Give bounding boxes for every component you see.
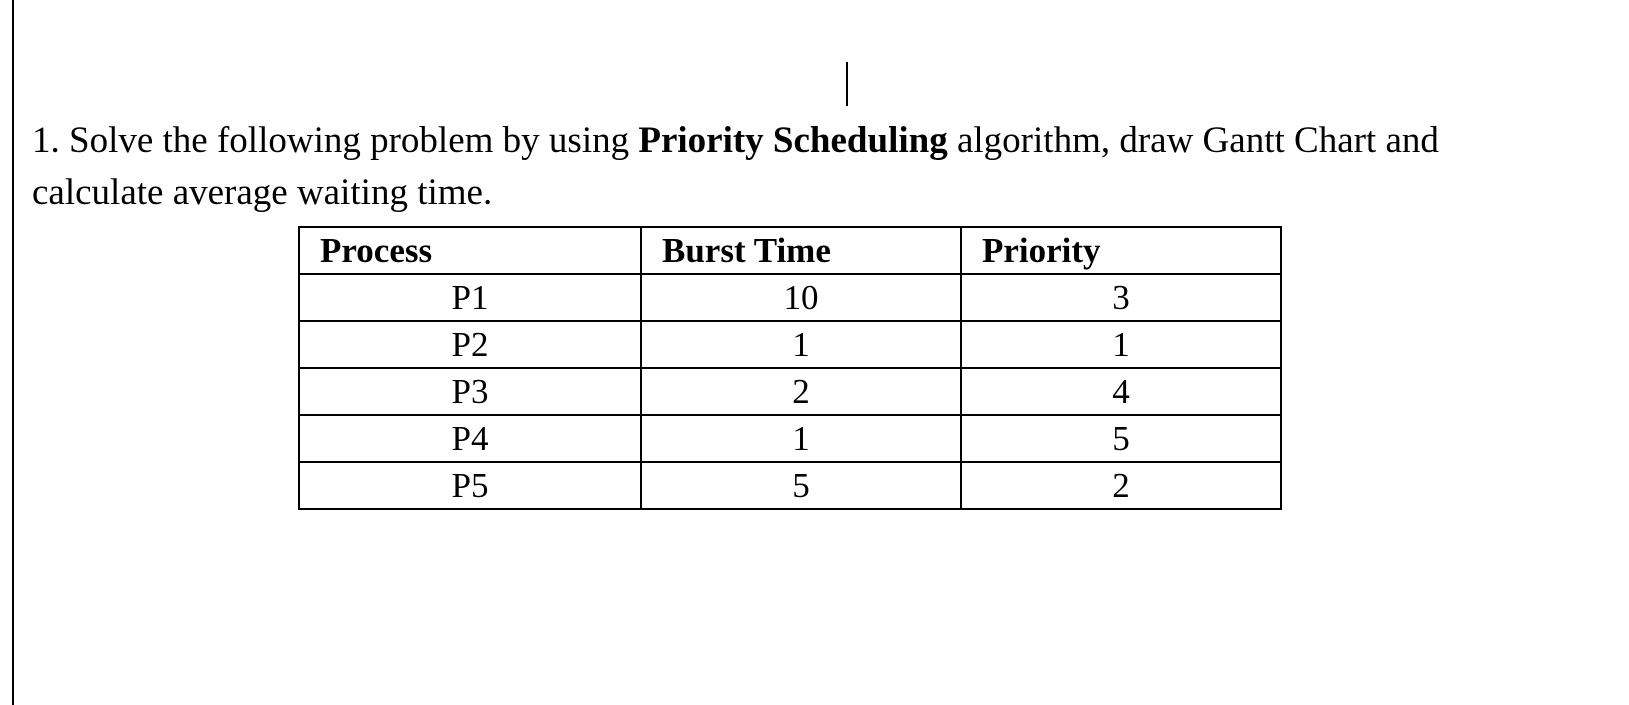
cell-priority: 2	[961, 462, 1281, 509]
table-row	[299, 274, 1281, 321]
cell-process: P2	[299, 321, 641, 368]
question-line-1	[32, 115, 1612, 167]
cell-priority: 5	[961, 415, 1281, 462]
header-process: Process	[299, 227, 641, 274]
cell-process: P3	[299, 368, 641, 415]
question-line-2: calculate average waiting time.	[32, 172, 493, 213]
table-header-row	[299, 227, 1281, 274]
header-burst-time: Burst Time	[641, 227, 961, 274]
question-text	[32, 115, 1612, 219]
text-cursor	[846, 62, 848, 106]
process-table	[298, 226, 1282, 510]
question-prefix: 1. Solve the following problem by using	[32, 120, 639, 161]
cell-priority: 4	[961, 368, 1281, 415]
cell-burst-time: 10	[641, 274, 961, 321]
table-row	[299, 462, 1281, 509]
question-suffix: algorithm, draw Gantt Chart and	[947, 120, 1439, 161]
cell-process: P4	[299, 415, 641, 462]
cell-burst-time: 1	[641, 415, 961, 462]
table-row	[299, 368, 1281, 415]
table-row	[299, 321, 1281, 368]
cell-priority: 3	[961, 274, 1281, 321]
table-row	[299, 415, 1281, 462]
header-priority: Priority	[961, 227, 1281, 274]
cell-burst-time: 5	[641, 462, 961, 509]
cell-burst-time: 2	[641, 368, 961, 415]
cell-process: P5	[299, 462, 641, 509]
question-bold-term: Priority Scheduling	[638, 120, 948, 161]
cell-process: P1	[299, 274, 641, 321]
page-left-border	[12, 0, 14, 705]
cell-burst-time: 1	[641, 321, 961, 368]
cell-priority: 1	[961, 321, 1281, 368]
